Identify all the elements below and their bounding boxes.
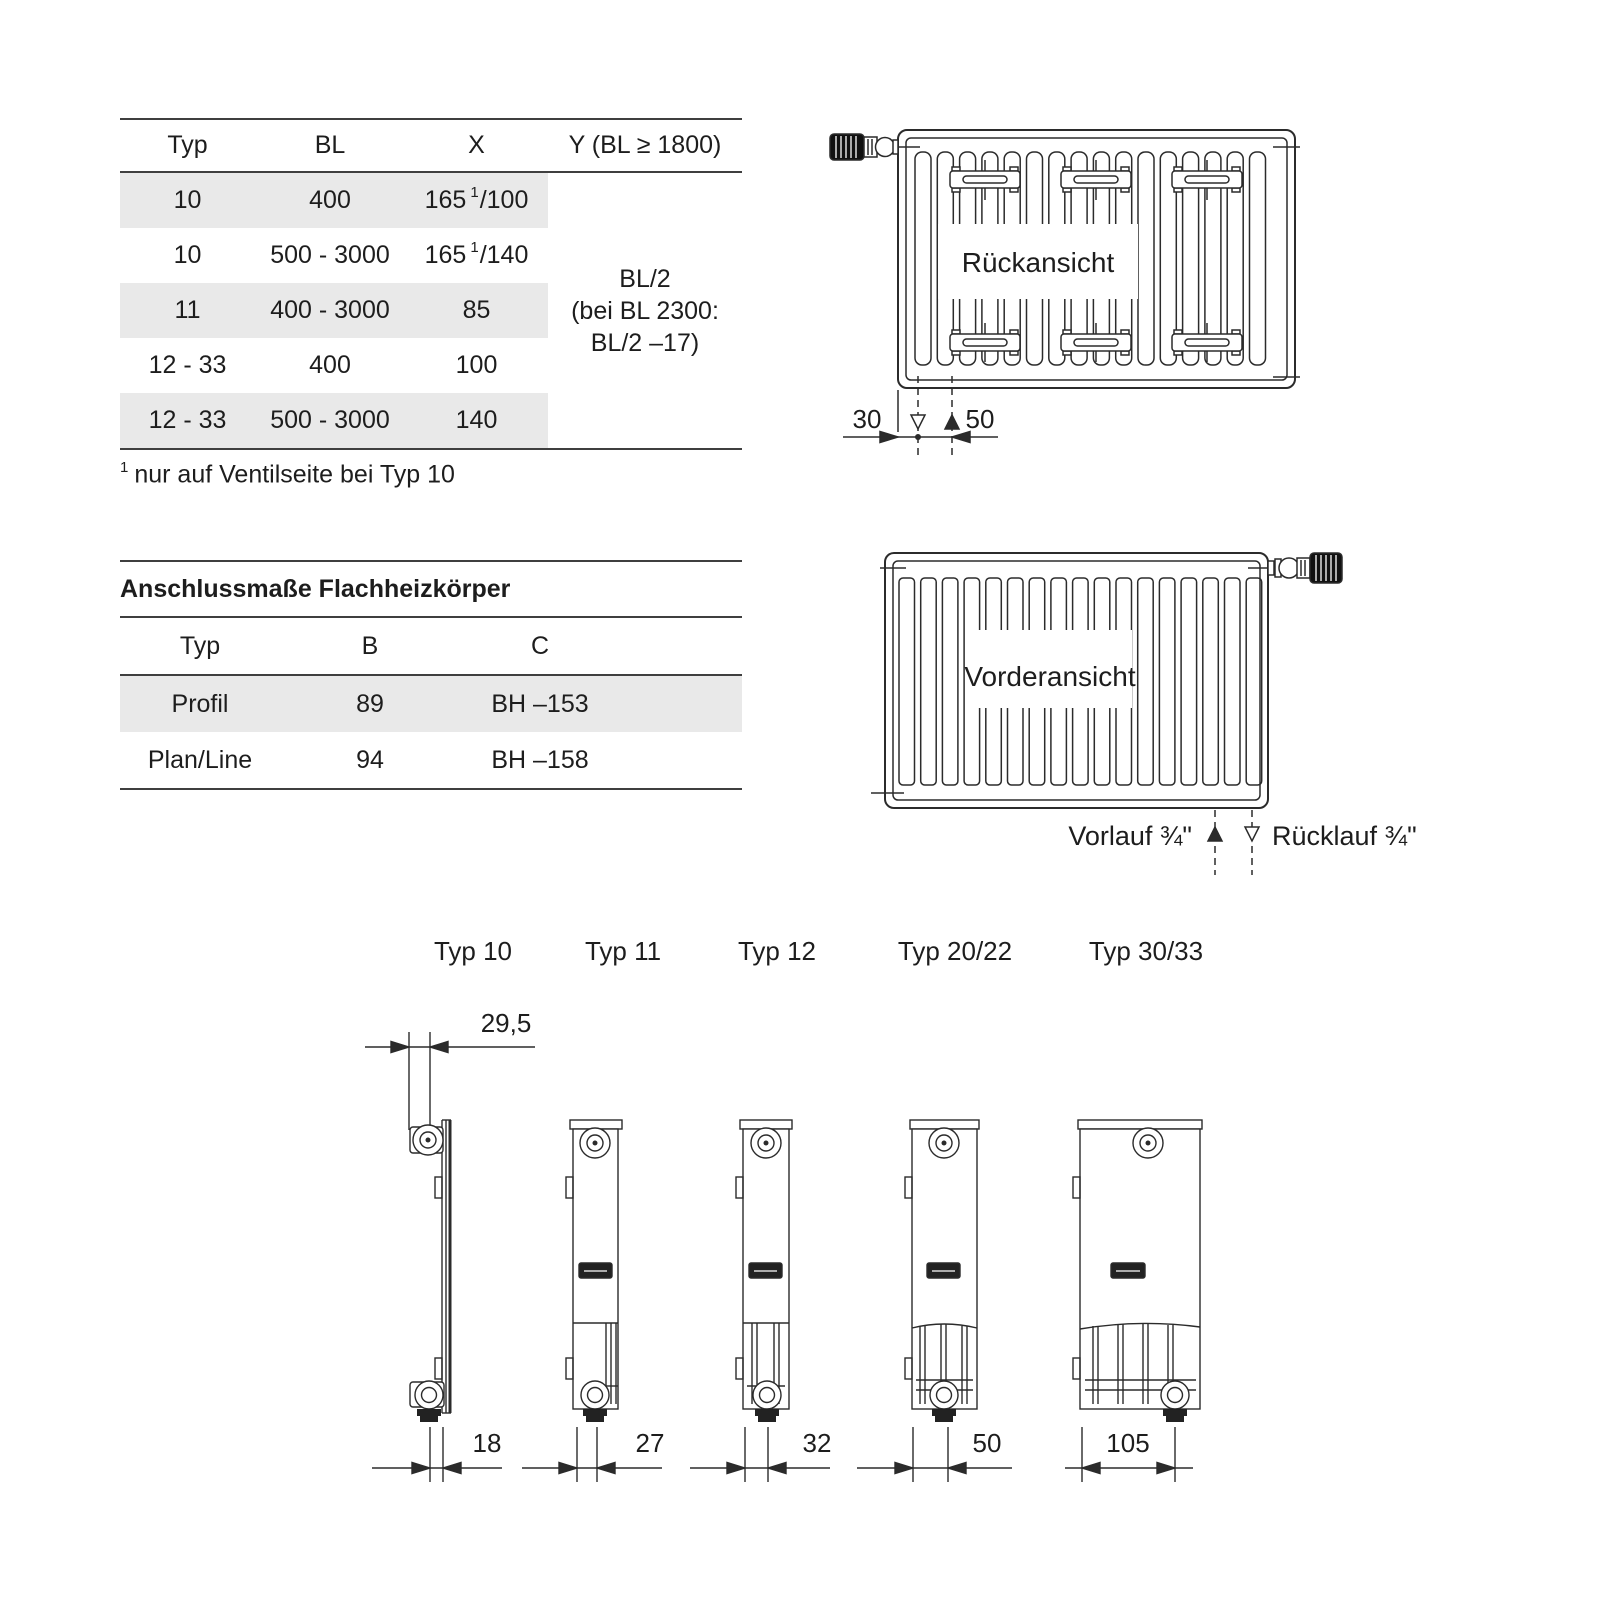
col-header-c: C xyxy=(530,631,550,660)
col-header-x: X xyxy=(468,131,485,159)
cell-x xyxy=(405,393,548,448)
table-row xyxy=(120,676,742,732)
cell-typ: Plan/Line xyxy=(147,745,253,774)
col-header-bl: BL xyxy=(314,131,346,159)
type-label-typ10: Typ 10 xyxy=(433,936,513,966)
front-view-drawing xyxy=(820,533,1460,883)
cell-b: 94 xyxy=(356,745,384,774)
rear-view-label: Rückansicht xyxy=(961,247,1115,278)
cell-typ: 10 xyxy=(173,241,202,269)
dim-30: 30 xyxy=(852,404,882,434)
connection-table-header xyxy=(120,618,742,676)
cell-typ: 12 - 33 xyxy=(148,351,227,379)
dim-50: 50 xyxy=(972,1428,1002,1458)
dim-18: 18 xyxy=(472,1428,502,1458)
y-line: BL/2 –17) xyxy=(590,328,700,357)
cell-bl: 500 - 3000 xyxy=(270,241,390,269)
dim-27: 27 xyxy=(635,1428,665,1458)
dimension-table xyxy=(120,118,742,450)
x-value: 140 xyxy=(455,406,498,434)
front-view-label: Vorderansicht xyxy=(964,661,1136,692)
cell-bl: 500 - 3000 xyxy=(255,393,405,448)
x-value: 85 xyxy=(462,296,491,324)
rear-view-drawing xyxy=(810,112,1310,472)
dimension-table-header xyxy=(120,118,742,173)
connection-table-body xyxy=(120,676,742,790)
type-label-typ3033: Typ 30/33 xyxy=(1088,936,1204,966)
x-superscript: 1 xyxy=(470,184,479,201)
col-header-typ: Typ xyxy=(167,131,208,159)
col-header-typ: Typ xyxy=(179,631,221,660)
type-label-typ11: Typ 11 xyxy=(584,936,662,966)
cell-x xyxy=(405,283,548,338)
cell-typ: 11 xyxy=(120,283,255,338)
supply-label: Vorlauf ¾" xyxy=(1068,821,1192,851)
x-rest: /100 xyxy=(479,186,529,214)
dimension-table-body xyxy=(120,173,742,450)
cell-empty xyxy=(620,676,742,732)
x-superscript: 1 xyxy=(470,239,479,256)
x-rest: /140 xyxy=(479,241,529,269)
profile-typ10 xyxy=(365,1032,535,1482)
y-merged-cell xyxy=(548,173,742,448)
x-value: 100 xyxy=(455,351,498,379)
thermostat-valve-icon xyxy=(1248,553,1342,583)
cell-b: 89 xyxy=(356,689,384,718)
cell-bl: 400 xyxy=(309,351,351,379)
col-header-y: Y (BL ≥ 1800) xyxy=(568,131,722,159)
cell-c: BH –153 xyxy=(491,689,589,718)
return-label: Rücklauf ¾" xyxy=(1272,821,1417,851)
cell-bl: 400 - 3000 xyxy=(255,283,405,338)
type-label-typ12: Typ 12 xyxy=(737,936,817,966)
table-footnote xyxy=(120,460,455,489)
cell-x xyxy=(405,338,548,393)
cell-x xyxy=(405,228,548,283)
y-line: BL/2 xyxy=(619,264,671,293)
x-value: 165 xyxy=(424,241,467,269)
flow-markers xyxy=(1208,810,1259,875)
connection-table xyxy=(120,560,742,790)
cell-c: BH –158 xyxy=(491,745,589,774)
col-header-empty xyxy=(620,618,742,674)
type-profiles-drawing xyxy=(360,990,1240,1510)
dim-105: 105 xyxy=(1106,1428,1150,1458)
dim-29-5: 29,5 xyxy=(480,1008,532,1038)
dim-32: 32 xyxy=(802,1428,832,1458)
y-line: (bei BL 2300: xyxy=(571,296,719,325)
connection-table-title: Anschlussmaße Flachheizkörper xyxy=(120,560,742,618)
cell-typ: 12 - 33 xyxy=(120,393,255,448)
x-value: 165 xyxy=(424,186,467,214)
table-row xyxy=(120,732,742,788)
type-label-typ2022: Typ 20/22 xyxy=(897,936,1013,966)
col-header-b: B xyxy=(361,631,379,660)
footnote-superscript: 1 xyxy=(120,459,129,476)
cell-bl: 400 xyxy=(255,173,405,228)
cell-typ: Profil xyxy=(171,689,229,718)
cell-typ: 10 xyxy=(120,173,255,228)
footnote-text: nur auf Ventilseite bei Typ 10 xyxy=(134,460,455,489)
dim-50: 50 xyxy=(965,404,995,434)
cell-x xyxy=(405,173,548,228)
cell-empty xyxy=(620,732,742,788)
